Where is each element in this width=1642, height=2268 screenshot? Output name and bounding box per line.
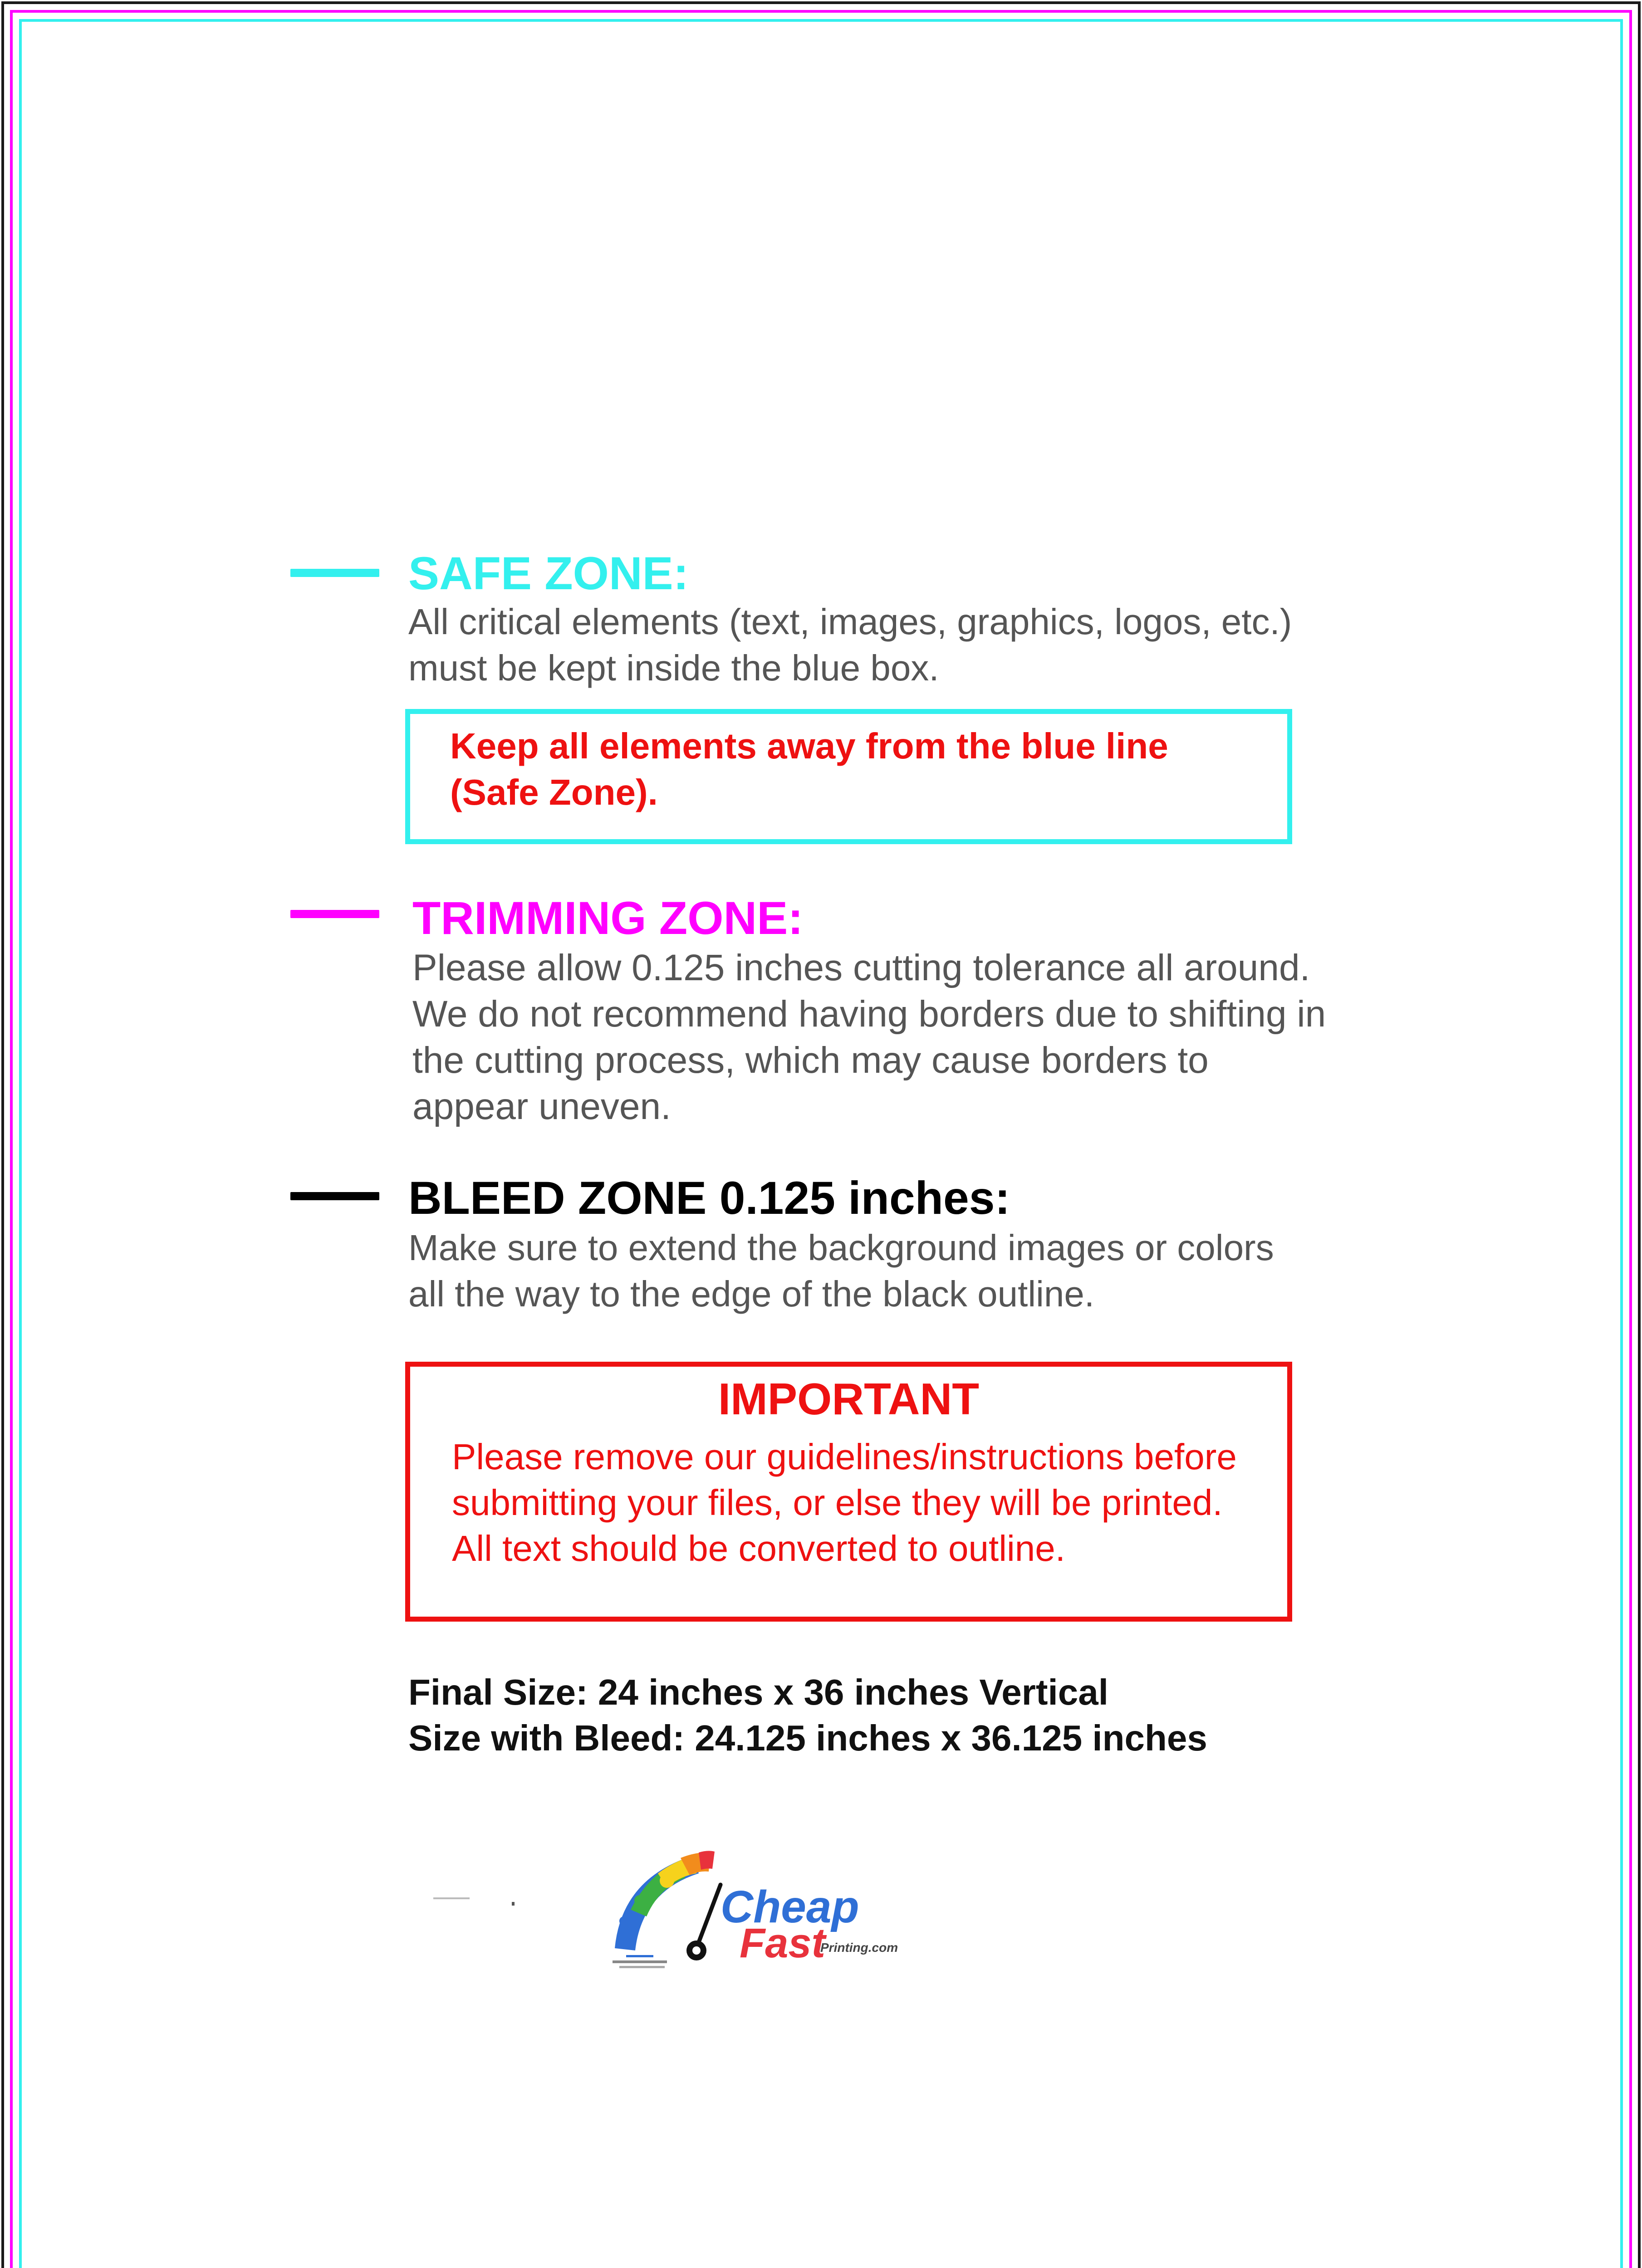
safe-zone-callout-line: (Safe Zone). (450, 772, 658, 812)
important-line: All text should be converted to outline. (452, 1528, 1065, 1569)
safe-zone-legend-line (290, 569, 379, 577)
logo-word-fast: Fast (740, 1920, 826, 1966)
safe-zone-line: must be kept inside the blue box. (408, 648, 939, 688)
bleed-zone-heading: BLEED ZONE 0.125 inches: (408, 1172, 1010, 1224)
trimming-zone-heading: TRIMMING ZONE: (412, 892, 804, 944)
stray-mark (433, 1897, 470, 1899)
trimming-zone-description (412, 945, 1326, 1130)
safe-zone-callout-text (450, 723, 1168, 816)
trimming-zone-legend-line (290, 910, 379, 918)
final-size-info (408, 1669, 1207, 1761)
stray-mark (512, 1902, 515, 1906)
important-body (452, 1434, 1237, 1571)
trimming-zone-line: We do not recommend having borders due to shifting in (412, 993, 1326, 1035)
logo-word-cheap: Cheap (721, 1882, 859, 1932)
logo-word-printing: Printing.com (820, 1941, 898, 1955)
important-title: IMPORTANT (718, 1374, 980, 1424)
safe-zone-callout-line: Keep all elements away from the blue line (450, 726, 1168, 766)
safe-zone-heading: SAFE ZONE: (408, 547, 689, 599)
bleed-zone-line: all the way to the edge of the black outline. (408, 1274, 1095, 1314)
bleed-size-line: Size with Bleed: 24.125 inches x 36.125 inches (408, 1718, 1207, 1758)
cheapfastprinting-logo (603, 1842, 921, 1978)
important-notice-box (405, 1362, 1292, 1622)
bleed-zone-line: Make sure to extend the background images or colors (408, 1227, 1274, 1268)
important-line: Please remove our guidelines/instructions before (452, 1437, 1237, 1477)
safe-zone-callout-box (405, 709, 1292, 844)
safe-zone-description (408, 599, 1292, 691)
trimming-zone-line: appear uneven. (412, 1086, 671, 1127)
final-size-line: Final Size: 24 inches x 36 inches Vertical (408, 1672, 1108, 1712)
bleed-zone-legend-line (290, 1192, 379, 1200)
bleed-zone-description (408, 1225, 1274, 1317)
trimming-zone-line: Please allow 0.125 inches cutting tolerance all around. (412, 947, 1310, 988)
trimming-zone-line: the cutting process, which may cause borders to (412, 1040, 1209, 1081)
safe-zone-line: All critical elements (text, images, graphics, logos, etc.) (408, 601, 1292, 642)
important-line: submitting your files, or else they will be printed. (452, 1482, 1223, 1523)
